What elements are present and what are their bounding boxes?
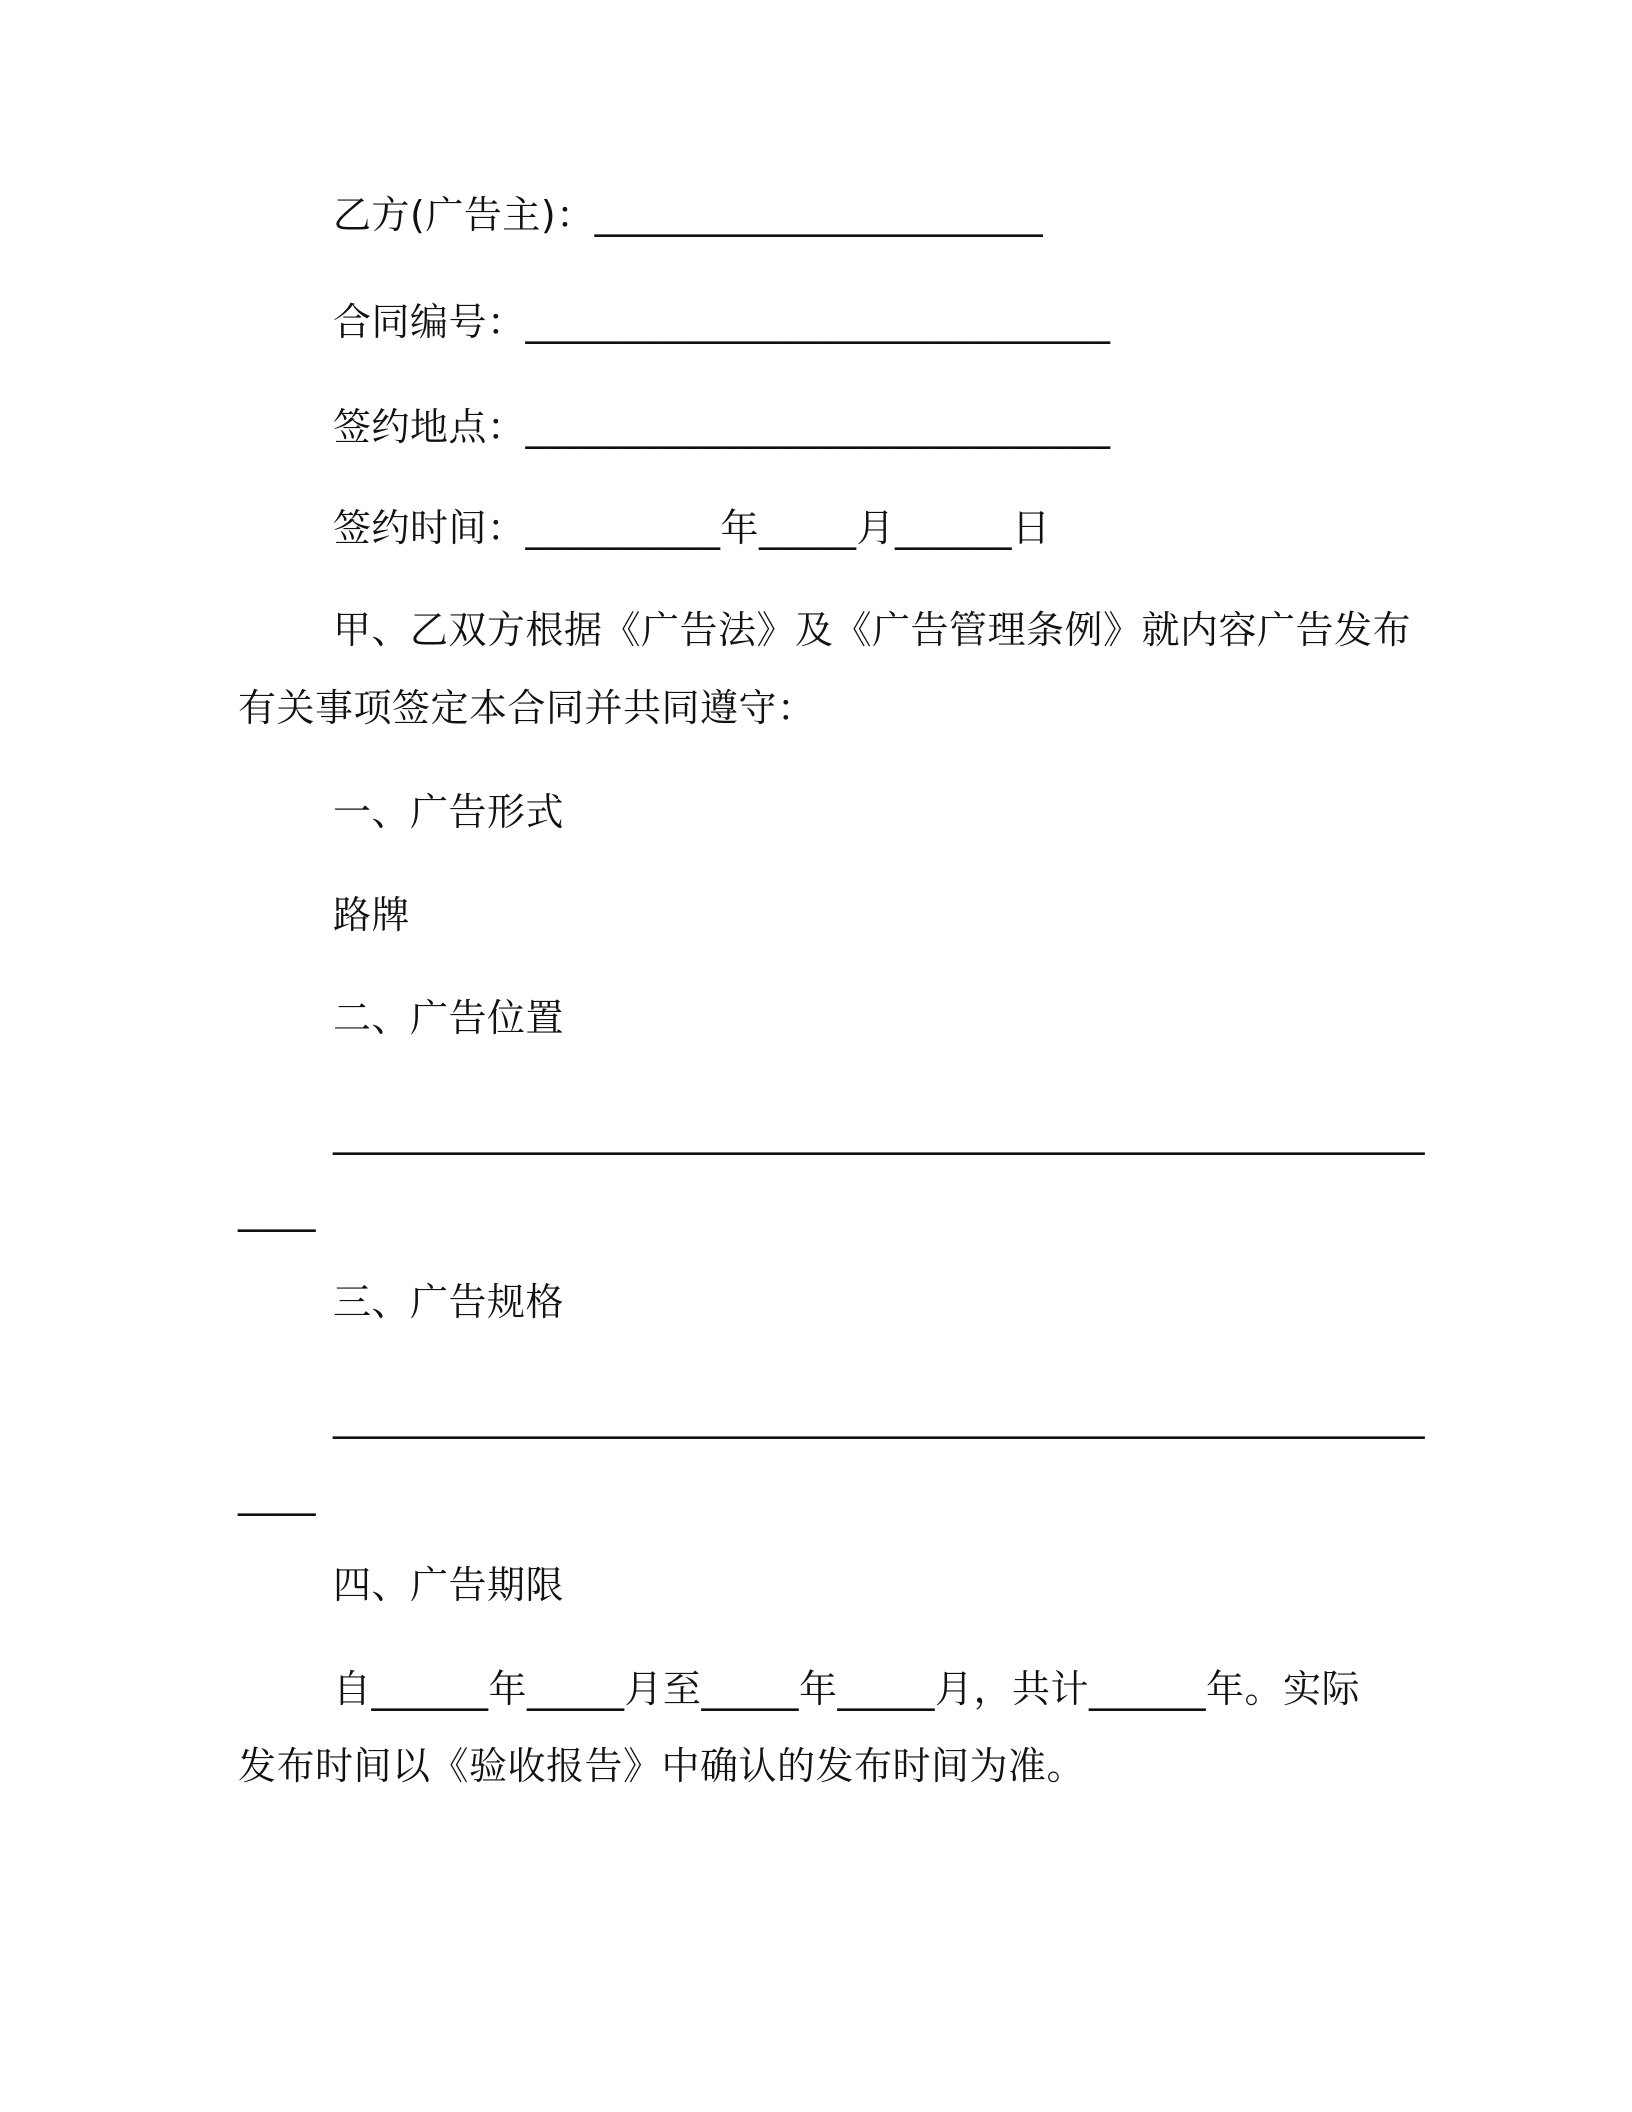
party-b-field: 乙方(广告主)：_______________________ bbox=[333, 193, 1044, 237]
intro-paragraph-line1: 甲、乙双方根据《广告法》及《广告管理条例》就内容广告发布 bbox=[333, 608, 1412, 652]
contract-number-field: 合同编号：______________________________ bbox=[333, 300, 1111, 344]
section-4-body-line2: 发布时间以《验收报告》中确认的发布时间为准。 bbox=[238, 1744, 1086, 1788]
signing-place-field: 签约地点：______________________________ bbox=[333, 405, 1111, 449]
section-3-blank-line1: ________________________________________________________ bbox=[333, 1395, 1425, 1439]
signing-date-field: 签约时间：__________年_____月______日 bbox=[333, 506, 1051, 550]
section-2-title: 二、广告位置 bbox=[333, 996, 565, 1040]
section-1-body: 路牌 bbox=[333, 893, 411, 937]
section-2-blank-line2: ____ bbox=[238, 1188, 316, 1232]
intro-paragraph-line2: 有关事项签定本合同并共同遵守： bbox=[238, 686, 816, 730]
section-4-body-line1: 自______年_____月至_____年_____月，共计______年。实际 bbox=[333, 1667, 1361, 1711]
section-3-blank-line2: ____ bbox=[238, 1472, 316, 1516]
section-3-title: 三、广告规格 bbox=[333, 1280, 565, 1324]
section-4-title: 四、广告期限 bbox=[333, 1563, 565, 1607]
section-1-title: 一、广告形式 bbox=[333, 790, 565, 834]
section-2-blank-line1: ________________________________________________________ bbox=[333, 1111, 1425, 1155]
